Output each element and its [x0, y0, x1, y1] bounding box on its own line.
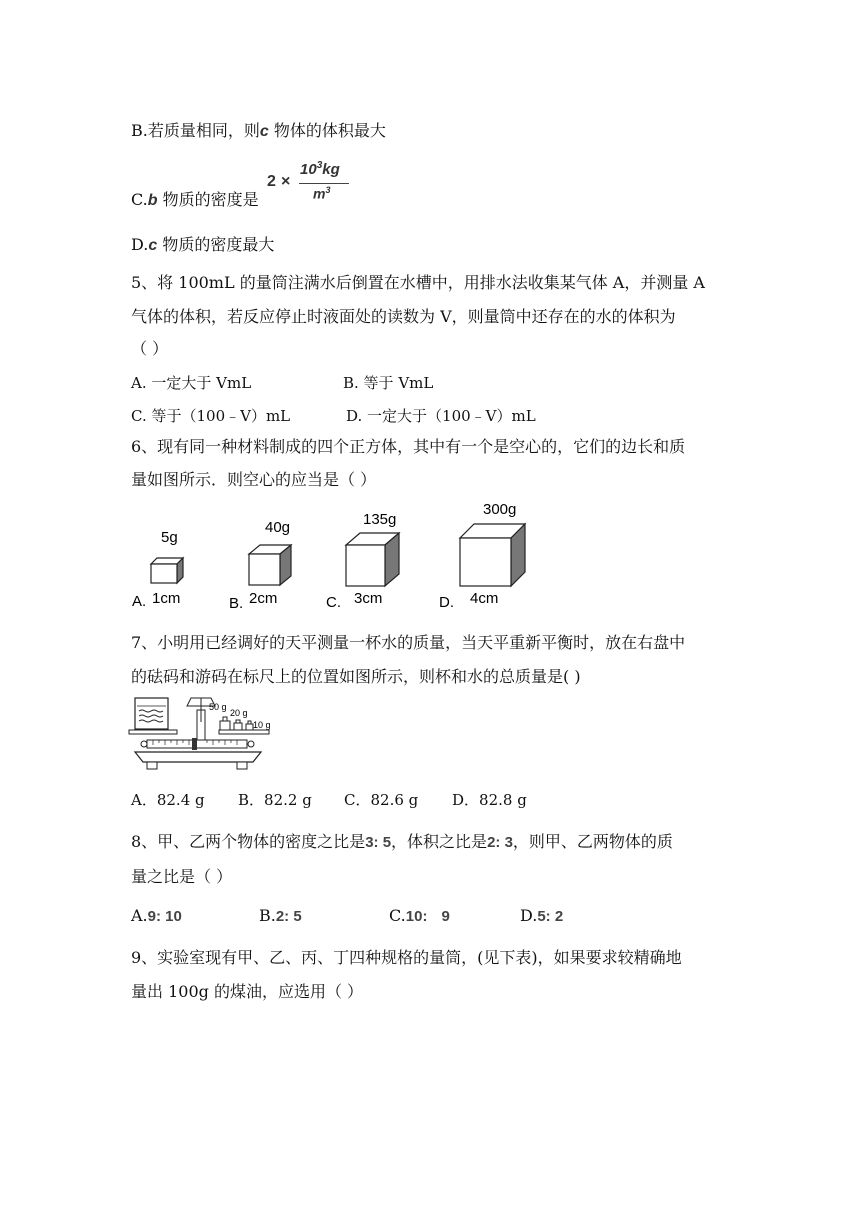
q7-option-d: D．82.8 g	[452, 791, 527, 809]
density-formula	[265, 161, 355, 211]
cube-d-letter: D.	[439, 594, 454, 611]
cube-c-mass: 135g	[363, 511, 397, 528]
formula-times: ×	[281, 173, 291, 190]
symbol-c: c	[259, 123, 269, 140]
cube-b-front	[249, 554, 280, 585]
cube-d-mass: 300g	[483, 501, 517, 518]
right-pan	[219, 730, 269, 734]
q8-text-a: 8、甲、乙两个物体的密度之比是	[131, 832, 366, 851]
volume-ratio: 2: 3	[487, 834, 513, 851]
balance-figure	[127, 692, 277, 776]
weight-50g	[220, 717, 230, 730]
q7-option-b: B．82.2 g	[238, 791, 312, 809]
left-pan	[129, 730, 177, 734]
q5-stem-line1: 5、将 100mL 的量筒注满水后倒置在水槽中，用排水法收集某气体 A，并测量 A	[131, 273, 705, 292]
q4-option-c-letter: C.	[131, 190, 148, 209]
q8-option-a-value: 9: 10	[147, 908, 182, 925]
cube-a-edge: 1cm	[152, 590, 181, 607]
q4-option-d	[131, 232, 274, 255]
q5-option-c: C. 等于（100﹣V）mL	[131, 407, 291, 425]
cube-d-front	[460, 538, 511, 586]
symbol-c: c	[148, 237, 158, 254]
formula-coef: 2	[267, 173, 276, 190]
formula-num-exp: 3	[316, 160, 323, 171]
balance-base	[135, 752, 261, 762]
cube-c-letter: C.	[326, 594, 341, 611]
cubes-figure	[128, 496, 548, 612]
weight-50g-label: 50 g	[209, 702, 227, 712]
q8-option-a-letter: A.	[131, 906, 148, 925]
q5-stem-line2: 气体的体积，若反应停止时液面处的读数为 V，则量筒中还存在的水的体积为	[131, 307, 676, 326]
cube-a	[132, 529, 183, 610]
q4-option-b	[131, 118, 386, 141]
q8-option-d-letter: D.	[520, 906, 538, 925]
formula-den-exp: 3	[325, 185, 331, 195]
q7-stem-line1: 7、小明用已经调好的天平测量一杯水的质量，当天平重新平衡时，放在右盘中	[131, 633, 686, 652]
q8-option-b	[259, 906, 302, 925]
symbol-b: b	[147, 192, 158, 209]
cube-b-mass: 40g	[265, 519, 291, 536]
q8-option-d-value: 5: 2	[537, 908, 564, 925]
q6-stem-line1: 6、现有同一种材料制成的四个正方体，其中有一个是空心的，它们的边长和质	[131, 437, 686, 456]
q8-text-c: ，则甲、乙两物体的质	[512, 832, 673, 851]
formula-numerator	[300, 160, 340, 178]
cube-b-letter: B.	[229, 595, 244, 612]
beaker	[135, 698, 168, 729]
cube-b-edge: 2cm	[249, 590, 278, 607]
q8-stem-line2: 量之比是（ ）	[131, 867, 233, 886]
cube-a-mass: 5g	[161, 529, 178, 546]
q4-option-d-letter: D.	[131, 235, 149, 254]
q7-stem-line2: 的砝码和游码在标尺上的位置如图所示，则杯和水的总质量是( )	[131, 667, 581, 686]
q8-option-c-value: 10:	[405, 908, 428, 925]
q5-option-a: A. 一定大于 VmL	[131, 374, 252, 392]
q4-option-c	[131, 187, 259, 210]
q4-option-d-text: 物质的密度最大	[157, 235, 275, 254]
q8-option-c-tail: 9	[441, 908, 450, 925]
q5-option-d: D. 一定大于（100﹣V）mL	[346, 407, 536, 425]
rider	[192, 738, 197, 750]
formula-num-base: 10	[300, 161, 317, 178]
q8-text-b: ，体积之比是	[391, 832, 488, 851]
weight-10g-label: 10 g	[253, 720, 271, 730]
cube-d-edge: 4cm	[470, 590, 499, 607]
weight-20g	[234, 720, 242, 730]
cube-a-letter: A.	[132, 593, 147, 610]
q5-option-b: B. 等于 VmL	[343, 374, 434, 392]
q8-option-d	[520, 906, 563, 925]
q6-stem-line2: 量如图所示．则空心的应当是（ ）	[131, 470, 377, 489]
q8-option-c	[389, 906, 450, 925]
q4-option-b-text: B.若质量相同，则	[131, 121, 260, 140]
q9-stem-line2: 量出 100g 的煤油，应选用（ ）	[131, 982, 364, 1001]
cube-d	[439, 501, 525, 611]
q7-option-c: C．82.6 g	[344, 791, 419, 809]
formula-den-base: m	[313, 185, 326, 202]
q8-stem-line1	[131, 829, 673, 852]
cube-c-front	[346, 545, 385, 586]
q4-option-b-tail: 物体的体积最大	[268, 121, 386, 140]
formula-denominator	[313, 185, 330, 202]
fraction-bar	[299, 183, 349, 184]
cube-a-front	[151, 564, 177, 583]
q5-stem-line3: （ ）	[131, 339, 169, 358]
q8-option-b-value: 2: 5	[275, 908, 302, 925]
density-ratio: 3: 5	[365, 834, 392, 851]
q8-option-c-letter: C.	[389, 906, 406, 925]
q8-option-a	[131, 906, 182, 925]
weight-10g	[246, 721, 253, 730]
q4-option-c-text: 物质的密度是	[157, 190, 259, 209]
q9-stem-line1: 9、实验室现有甲、乙、丙、丁四种规格的量筒，(见下表)，如果要求较精确地	[131, 948, 682, 967]
q7-option-a: A．82.4 g	[131, 791, 205, 809]
cube-c	[326, 511, 399, 611]
weight-20g-label: 20 g	[230, 708, 248, 718]
q8-option-b-letter: B.	[259, 906, 276, 925]
cube-b	[229, 519, 291, 612]
formula-num-unit: kg	[322, 161, 340, 178]
cube-c-edge: 3cm	[354, 590, 383, 607]
